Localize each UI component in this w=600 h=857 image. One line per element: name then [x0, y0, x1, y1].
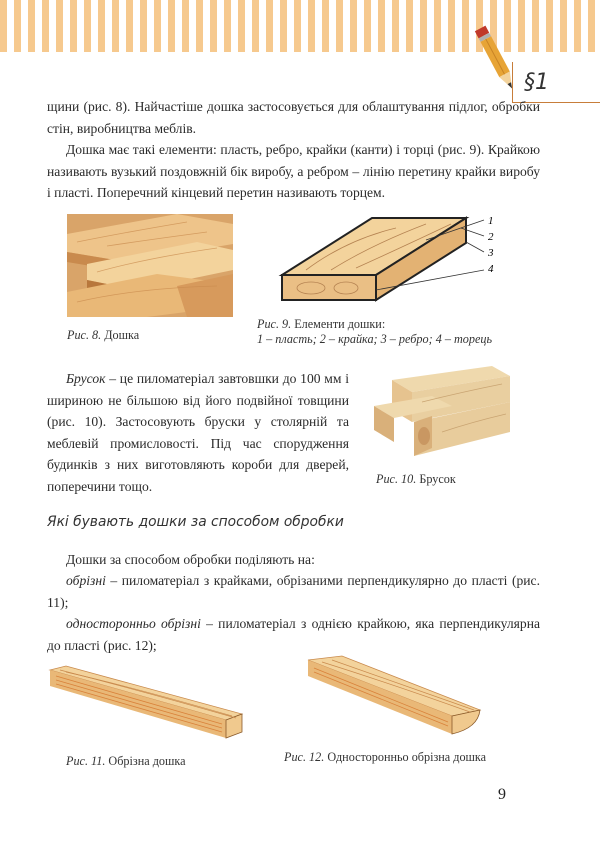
section-mark: §1 [524, 70, 549, 95]
term-obrizni: обрізні [66, 573, 106, 588]
figure-11-number: Рис. 11. [66, 754, 106, 768]
paragraph-classification-intro: Дошки за способом обробки поділяють на: [66, 552, 315, 567]
figure-10-caption [376, 472, 456, 487]
figure-10-brusok-photo [372, 362, 512, 462]
obrizni-definition: – пиломатеріал з крайками, обрізаними перпендикулярно до пласті (рис. 11); [47, 573, 540, 610]
section-heading: Які бувають дошки за способом обробки [47, 514, 344, 530]
figure-9-caption [257, 317, 385, 332]
callout-2: 2 [488, 231, 494, 243]
paragraph-continuation: щини (рис. 8). Найчастіше дошка застосовується для облаштування підлог, обробки стін, виробництва меблів. [47, 99, 540, 136]
callout-4: 4 [488, 263, 494, 275]
page-number: 9 [498, 786, 506, 803]
figure-10-number: Рис. 10. [376, 472, 417, 486]
term-odnostoronno-obrizni: односторонньо обрізні [66, 616, 201, 631]
figure-12-label: Односторонньо обрізна дошка [324, 750, 487, 764]
figure-12-one-side-edged-board [302, 654, 484, 738]
paragraph-brusok [47, 368, 349, 497]
figure-12-caption [284, 750, 486, 765]
paragraph-odnostoronno-obrizni [47, 613, 540, 656]
figure-12-number: Рис. 12. [284, 750, 325, 764]
figure-8-label: Дошка [101, 328, 140, 342]
term-brusok: Брусок [66, 371, 106, 386]
brusok-definition: – це пиломатеріал завтовшки до 100 мм і шириною не більшою від його подвійної товщини (рис. 10). Застосовують бруски у столярній та меблевій промисловості. Під час спорудження будинків з них виготовляють короби для дверей, поперечини тощо. [47, 371, 349, 494]
figure-9-label: Елементи дошки: [291, 317, 386, 331]
figure-9-number: Рис. 9. [257, 317, 292, 331]
figure-11-label: Обрізна дошка [105, 754, 186, 768]
figure-8-caption [67, 328, 139, 343]
figure-9-legend: 1 – пласть; 2 – крайка; 3 – ребро; 4 – торець [257, 332, 493, 346]
figure-8-board-photo [67, 214, 233, 317]
callout-3: 3 [488, 247, 494, 259]
figure-11-edged-board [46, 662, 246, 744]
figure-8-number: Рис. 8. [67, 328, 102, 342]
odnostoronno-definition: – пиломатеріал з однією крайкою, яка перпендикулярна до пласті (рис. 12); [47, 616, 541, 653]
callout-1: 1 [488, 215, 494, 227]
paragraph-board-elements: Дошка має такі елементи: пласть, ребро, крайки (канти) і торці (рис. 9). Крайкою називають вузький поздовжній бік виробу, а ребром – лінію перетину крайки виробу і пласті. Поперечний кінцевий перетин називають торцем. [47, 142, 540, 200]
paragraph-obrizni [47, 570, 540, 613]
figure-9-board-diagram [276, 210, 506, 310]
figure-11-caption [66, 754, 186, 769]
figure-10-label: Брусок [416, 472, 456, 486]
